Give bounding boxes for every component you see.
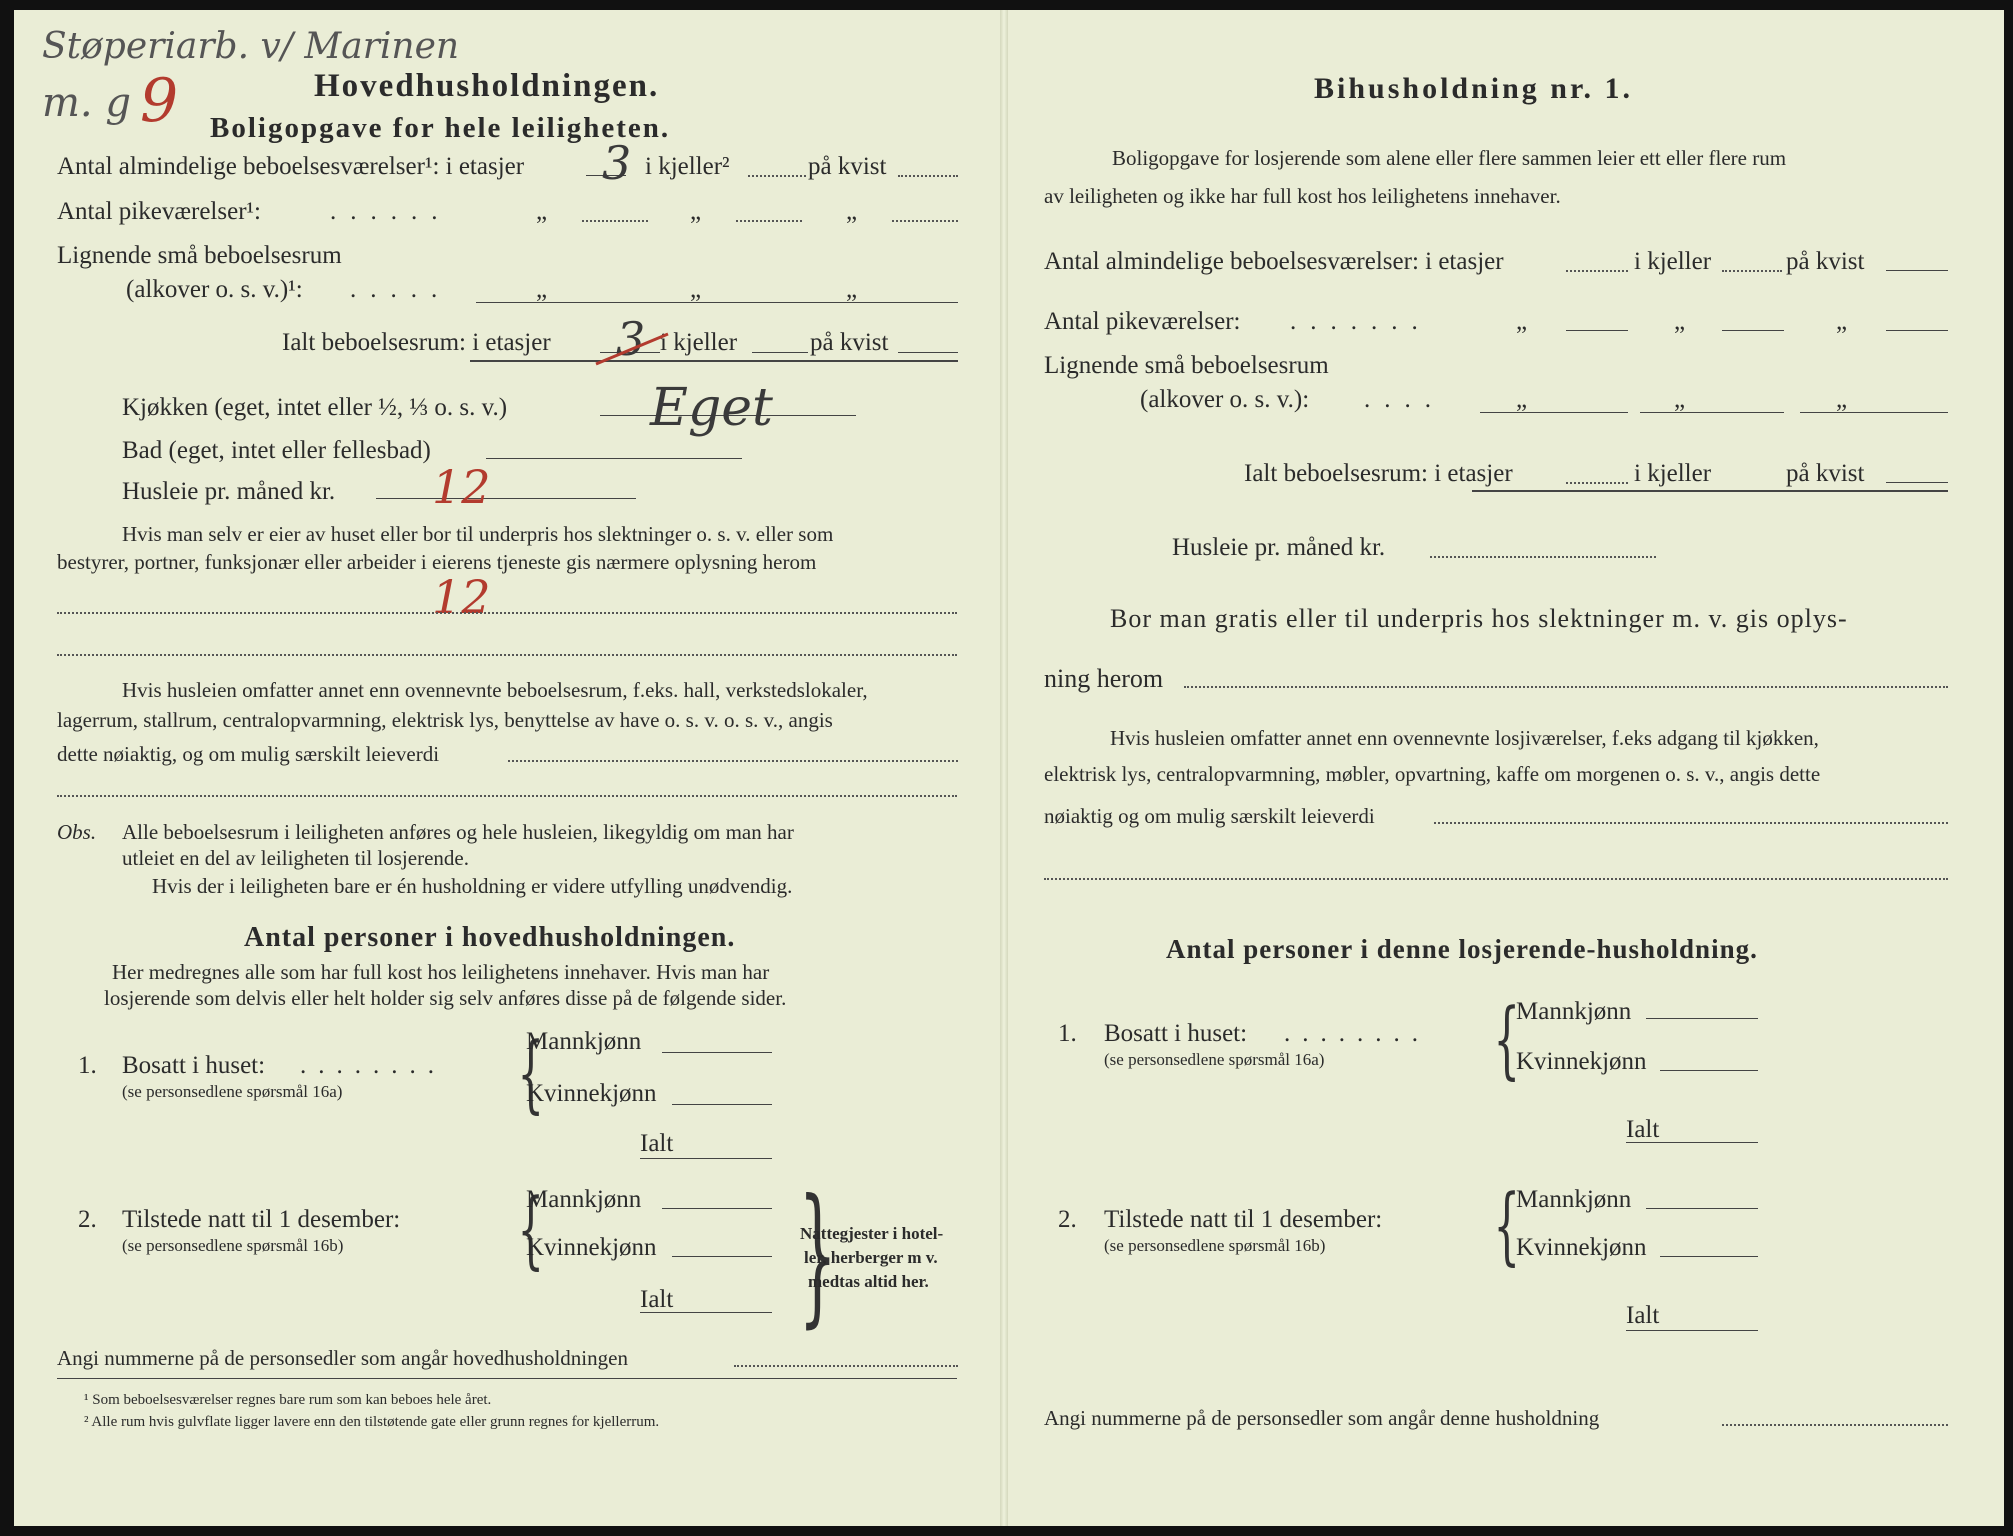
left-row2-ditto-3: „	[846, 198, 858, 225]
right-q1-sub: (se personsedlene spørsmål 16a)	[1104, 1050, 1325, 1069]
left-bad-label: Bad (eget, intet eller fellesbad)	[122, 437, 431, 464]
right-row2-ditto-2: „	[1674, 308, 1686, 335]
handwritten-mg-label: m. g	[42, 80, 131, 126]
left-q2-mann: Mannkjønn	[526, 1186, 642, 1213]
right-q1-kvinne: Kvinnekjønn	[1516, 1048, 1647, 1075]
left-row2-label: Antal pikeværelser¹:	[57, 198, 261, 225]
left-footnote2: ² Alle rum hvis gulvflate ligger lavere enn den tilstøtende gate eller grunn regnes for kjellerrum.	[84, 1414, 660, 1430]
right-q2-kvinne: Kvinnekjønn	[1516, 1234, 1647, 1261]
page-fold	[1000, 10, 1008, 1526]
left-persons-text2: losjerende som delvis eller helt holder sig selv anføres disse på de følgende sider.	[104, 986, 787, 1010]
right-gratis1: Bor man gratis eller til underpris hos slektninger m. v. gis oplys-	[1110, 604, 1848, 633]
left-obs1: Alle beboelsesrum i leiligheten anføres og hele husleien, likegyldig om man har	[122, 820, 794, 844]
right-q2-mann: Mannkjønn	[1516, 1186, 1632, 1213]
left-q2-num: 2.	[78, 1206, 97, 1233]
right-row1-label: Antal almindelige beboelsesværelser: i etasjer	[1044, 248, 1504, 275]
left-nattegjester3: medtas altid her.	[808, 1272, 929, 1291]
left-ialt-kjeller: i kjeller	[660, 329, 738, 356]
left-q1-ialt: Ialt	[640, 1130, 674, 1157]
left-row1-kvist: på kvist	[808, 153, 887, 180]
left-row3-ditto-2: „	[690, 276, 702, 303]
left-eier-text1: Hvis man selv er eier av huset eller bor til underpris hos slektninger o. s. v. eller som	[122, 522, 834, 546]
right-row3-ditto-3: „	[1836, 386, 1848, 413]
left-kjokken-value: Eget	[650, 378, 773, 438]
right-row1-kvist: på kvist	[1786, 248, 1865, 275]
left-row2-ditto-2: „	[690, 198, 702, 225]
right-intro2: av leiligheten og ikke har full kost hos leilighetens innehaver.	[1044, 184, 1561, 208]
right-intro1: Boligopgave for losjerende som alene eller flere sammen leier ett eller flere rum	[1112, 146, 1787, 170]
left-kjokken-label: Kjøkken (eget, intet eller ½, ⅓ o. s. v.)	[122, 394, 508, 421]
left-omfatter1: Hvis husleien omfatter annet enn ovennevnte beboelsesrum, f.eks. hall, verkstedslokaler,	[122, 678, 868, 702]
left-row1-label: Antal almindelige beboelsesværelser¹: i etasjer	[57, 153, 525, 180]
left-q1-label: Bosatt i huset:	[122, 1052, 266, 1079]
left-nattegjester2: ler, herberger m v.	[804, 1248, 938, 1267]
left-subtitle: Boligopgave for hele leiligheten.	[210, 112, 671, 144]
left-eier-text2: bestyrer, portner, funksjonær eller arbeider i eierens tjeneste gis nærmere oplysning herom	[57, 550, 817, 574]
right-q1-ialt: Ialt	[1626, 1116, 1660, 1143]
right-q1-num: 1.	[1058, 1020, 1077, 1047]
right-row3-ditto-1: „	[1516, 386, 1528, 413]
left-persons-title: Antal personer i hovedhusholdningen.	[244, 922, 736, 953]
left-husleie-label: Husleie pr. måned kr.	[122, 478, 336, 505]
left-row3a: Lignende små beboelsesrum	[57, 242, 342, 269]
left-husleie-value: 12	[432, 460, 491, 514]
right-row2-ditto-3: „	[1836, 308, 1848, 335]
left-q1-sub: (se personsedlene spørsmål 16a)	[122, 1082, 343, 1101]
left-persons-text1: Her medregnes alle som har full kost hos leilighetens innehaver. Hvis man har	[112, 960, 770, 984]
right-row2-ditto-1: „	[1516, 308, 1528, 335]
left-ialt-etasjer-value: 3	[616, 312, 646, 366]
left-row3b: (alkover o. s. v.)¹:	[126, 276, 303, 303]
left-q2-sub: (se personsedlene spørsmål 16b)	[122, 1236, 344, 1255]
right-q2-label: Tilstede natt til 1 desember:	[1104, 1206, 1383, 1233]
left-title: Hovedhusholdningen.	[314, 68, 660, 104]
right-ialt-label: Ialt beboelsesrum: i etasjer	[1244, 460, 1513, 487]
right-q1-mann: Mannkjønn	[1516, 998, 1632, 1025]
left-ialt-kvist: på kvist	[810, 329, 889, 356]
right-angi: Angi nummerne på de personsedler som angår denne husholdning	[1044, 1406, 1600, 1430]
left-row1-kjeller: i kjeller²	[645, 153, 730, 180]
left-ialt-label: Ialt beboelsesrum: i etasjer	[282, 329, 551, 356]
right-ialt-kvist: på kvist	[1786, 460, 1865, 487]
right-gratis2: ning herom	[1044, 664, 1164, 693]
left-eier-value: 12	[432, 570, 491, 624]
left-obs2: utleiet en del av leiligheten til losjerende.	[122, 846, 469, 870]
right-persons-title: Antal personer i denne losjerende-husholdning.	[1166, 934, 1758, 964]
left-obs-label: Obs.	[57, 820, 97, 844]
right-row3b: (alkover o. s. v.):	[1140, 386, 1310, 413]
handwritten-mg-number: 9	[140, 66, 179, 136]
left-omfatter3: dette nøiaktig, og om mulig særskilt leieverdi	[57, 742, 440, 766]
left-q2-label: Tilstede natt til 1 desember:	[122, 1206, 401, 1233]
right-q2-sub: (se personsedlene spørsmål 16b)	[1104, 1236, 1326, 1255]
left-row3-ditto-3: „	[846, 276, 858, 303]
left-omfatter2: lagerrum, stallrum, centralopvarmning, elektrisk lys, benyttelse av have o. s. v. o. s. v., angis	[57, 708, 833, 732]
right-q2-num: 2.	[1058, 1206, 1077, 1233]
red-strike-mark	[592, 330, 672, 370]
right-omfatter1: Hvis husleien omfatter annet enn ovennevnte losjiværelser, f.eks adgang til kjøkken,	[1110, 726, 1819, 750]
right-husleie: Husleie pr. måned kr.	[1172, 534, 1386, 561]
left-angi: Angi nummerne på de personsedler som angår hovedhusholdningen	[57, 1346, 628, 1370]
left-q2-kvinne: Kvinnekjønn	[526, 1234, 657, 1261]
right-row3a: Lignende små beboelsesrum	[1044, 352, 1329, 379]
handwritten-top-note: Støperiarb. v/ Marinen	[42, 26, 460, 67]
left-nattegjester1: Nattegjester i hotel-	[800, 1224, 944, 1243]
left-row2-ditto-1: „	[536, 198, 548, 225]
right-q2-ialt: Ialt	[1626, 1302, 1660, 1329]
left-q1-num: 1.	[78, 1052, 97, 1079]
left-row3-ditto-1: „	[536, 276, 548, 303]
left-q1-mann: Mannkjønn	[526, 1028, 642, 1055]
left-q1-kvinne: Kvinnekjønn	[526, 1080, 657, 1107]
right-row2-label: Antal pikeværelser:	[1044, 308, 1241, 335]
right-q1-label: Bosatt i huset:	[1104, 1020, 1248, 1047]
right-ialt-kjeller: i kjeller	[1634, 460, 1712, 487]
right-omfatter3: nøiaktig og om mulig særskilt leieverdi	[1044, 804, 1375, 828]
right-omfatter2: elektrisk lys, centralopvarmning, møbler, opvartning, kaffe om morgenen o. s. v., angis dette	[1044, 762, 1821, 786]
left-q2-ialt: Ialt	[640, 1286, 674, 1313]
right-title: Bihusholdning nr. 1.	[1314, 72, 1634, 105]
right-row1-kjeller: i kjeller	[1634, 248, 1712, 275]
right-row3-ditto-2: „	[1674, 386, 1686, 413]
left-row1-etasjer-value: 3	[602, 136, 632, 190]
left-obs3: Hvis der i leiligheten bare er én husholdning er videre utfylling unødvendig.	[152, 874, 793, 898]
left-footnote1: ¹ Som beboelsesværelser regnes bare rum som kan beboes hele året.	[84, 1392, 492, 1408]
